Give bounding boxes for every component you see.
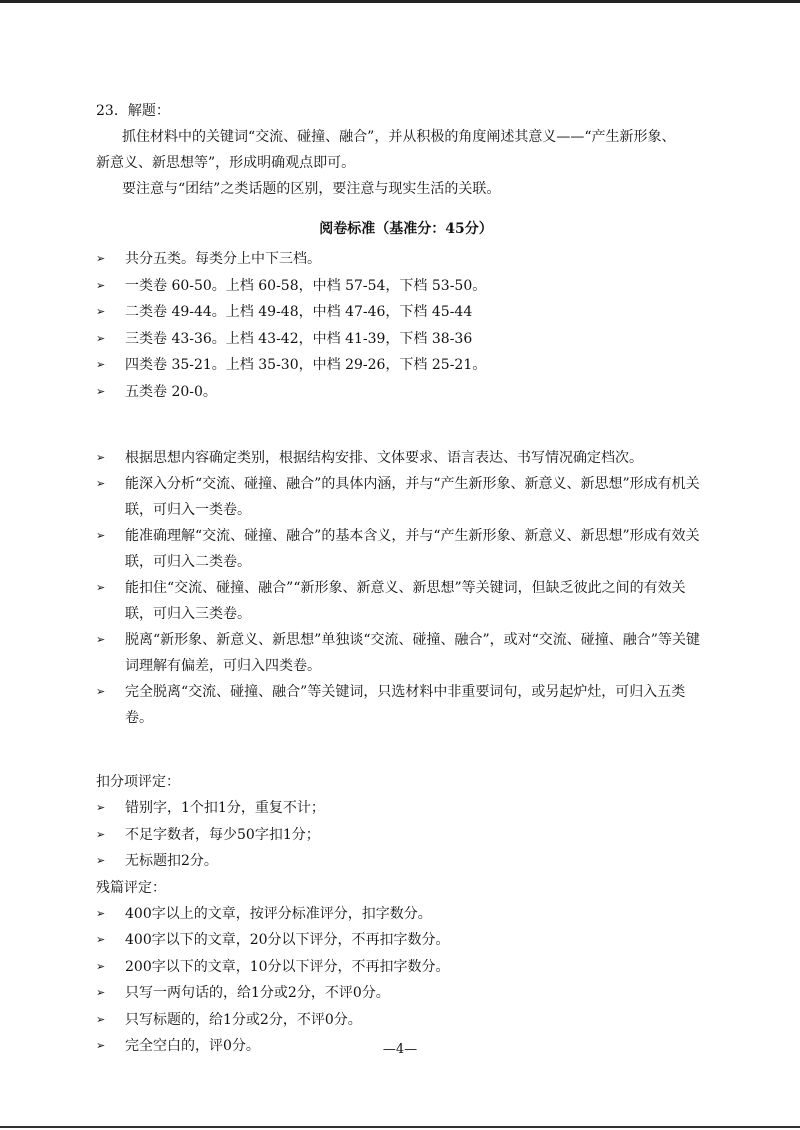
incomplete-essay-list <box>96 901 716 1060</box>
arrow-bullet-icon: ➢ <box>96 685 106 698</box>
arrow-bullet-icon: ➢ <box>96 384 106 398</box>
q23-heading: 23．解题： <box>96 103 170 119</box>
incomplete-essay-label: 残篇评定： <box>96 879 166 896</box>
arrow-bullet-icon: ➢ <box>96 827 106 841</box>
incomplete-rule-text: 只写标题的，给1分或2分，不评0分。 <box>125 1011 362 1028</box>
arrow-bullet-icon: ➢ <box>96 959 106 973</box>
grade-levels-list <box>96 246 716 405</box>
arrow-bullet-icon: ➢ <box>96 358 106 371</box>
arrow-bullet-icon: ➢ <box>96 854 106 867</box>
incomplete-rule-text: 完全空白的，评0分。 <box>125 1038 260 1054</box>
grading-criteria-list <box>96 445 716 731</box>
arrow-bullet-icon: ➢ <box>96 581 106 594</box>
criteria-text: 根据思想内容确定类别，根据结构安排、文体要求、语言表达、书写情况确定档次。 <box>125 450 643 466</box>
grade-level-text: 四类卷 35-21。上档 35-30，中档 29-26，下档 25-21。 <box>125 357 487 373</box>
criteria-text: 完全脱离“交流、碰撞、融合”等关键词，只选材料中非重要词句，或另起炉灶，可归入五类卷。 <box>125 684 686 726</box>
deductions-list <box>96 795 716 875</box>
criteria-text: 脱离“新形象、新意义、新思想”单独谈“交流、碰撞、融合”，或对“交流、碰撞、融合”等关键词理解有偏差，可归入四类卷。 <box>125 632 700 674</box>
arrow-bullet-icon: ➢ <box>96 305 106 318</box>
deduction-text: 错别字，1个扣1分，重复不计； <box>125 800 325 816</box>
incomplete-rule-text: 400字以下的文章，20分以下评分，不再扣字数分。 <box>125 932 450 948</box>
list-item <box>96 379 716 406</box>
incomplete-rule-text: 400字以上的文章，按评分标准评分，扣字数分。 <box>125 905 432 922</box>
arrow-bullet-icon: ➢ <box>96 1012 106 1026</box>
deductions-label: 扣分项评定： <box>96 774 180 790</box>
list-item <box>96 901 716 928</box>
list-item <box>96 575 716 627</box>
list-item <box>96 445 716 471</box>
list-item <box>96 795 716 822</box>
criteria-text: 能深入分析“交流、碰撞、融合”的具体内涵，并与“产生新形象、新意义、新思想”形成有机关联，可归入一类卷。 <box>125 476 700 518</box>
q23-para1-line1: 抓住材料中的关键词“交流、碰撞、融合”，并从积极的角度阐述其意义——“产生新形象、 <box>122 129 676 145</box>
arrow-bullet-icon: ➢ <box>96 451 106 464</box>
list-item <box>96 246 716 273</box>
list-item <box>96 523 716 575</box>
grade-level-text: 三类卷 43-36。上档 43-42，中档 41-39，下档 38-36 <box>125 330 473 347</box>
list-item <box>96 352 716 379</box>
arrow-bullet-icon: ➢ <box>96 331 106 345</box>
incomplete-rule-text: 只写一两句话的，给1分或2分，不评0分。 <box>125 985 390 1001</box>
incomplete-rule-text: 200字以下的文章，10分以下评分，不再扣字数分。 <box>125 958 450 975</box>
list-item <box>96 954 716 981</box>
arrow-bullet-icon: ➢ <box>96 477 106 490</box>
top-border-rule <box>0 0 800 3</box>
arrow-bullet-icon: ➢ <box>96 906 106 920</box>
arrow-bullet-icon: ➢ <box>96 1039 106 1052</box>
criteria-text: 能准确理解“交流、碰撞、融合”的基本含义，并与“产生新形象、新意义、新思想”形成有效关联，可归入二类卷。 <box>125 528 700 570</box>
list-item <box>96 927 716 954</box>
bottom-border-rule <box>0 1126 800 1128</box>
arrow-bullet-icon: ➢ <box>96 801 106 814</box>
arrow-bullet-icon: ➢ <box>96 986 106 999</box>
grade-level-text: 五类卷 20-0。 <box>125 383 217 400</box>
arrow-bullet-icon: ➢ <box>96 278 106 292</box>
document-page <box>96 98 716 1060</box>
list-item <box>96 471 716 523</box>
q23-para1-line2: 新意义、新思想等”，形成明确观点即可。 <box>96 155 356 171</box>
grade-level-text: 一类卷 60-50。上档 60-58，中档 57-54，下档 53-50。 <box>125 277 487 294</box>
deduction-text: 不足字数者，每少50字扣1分； <box>125 826 320 843</box>
arrow-bullet-icon: ➢ <box>96 252 106 265</box>
criteria-text: 能扣住“交流、碰撞、融合”“新形象、新意义、新思想”等关键词，但缺乏彼此之间的有效关联，可归入三类卷。 <box>125 580 686 622</box>
arrow-bullet-icon: ➢ <box>96 633 106 646</box>
list-item <box>96 822 716 849</box>
grade-level-text: 二类卷 49-44。上档 49-48，中档 47-46，下档 45-44 <box>125 304 473 320</box>
list-item <box>96 627 716 679</box>
list-item <box>96 326 716 353</box>
list-item <box>96 273 716 300</box>
grading-standard-title: 阅卷标准（基准分：45分） <box>319 221 493 237</box>
deduction-text: 无标题扣2分。 <box>125 853 218 869</box>
list-item <box>96 1007 716 1034</box>
arrow-bullet-icon: ➢ <box>96 933 106 946</box>
list-item <box>96 848 716 875</box>
list-item <box>96 299 716 326</box>
arrow-bullet-icon: ➢ <box>96 529 106 542</box>
page-number: —4— <box>382 1042 418 1057</box>
list-item <box>96 679 716 731</box>
q23-para2: 要注意与“团结”之类话题的区别，要注意与现实生活的关联。 <box>122 181 501 197</box>
list-item <box>96 980 716 1007</box>
grade-level-text: 共分五类。每类分上中下三档。 <box>125 251 321 267</box>
